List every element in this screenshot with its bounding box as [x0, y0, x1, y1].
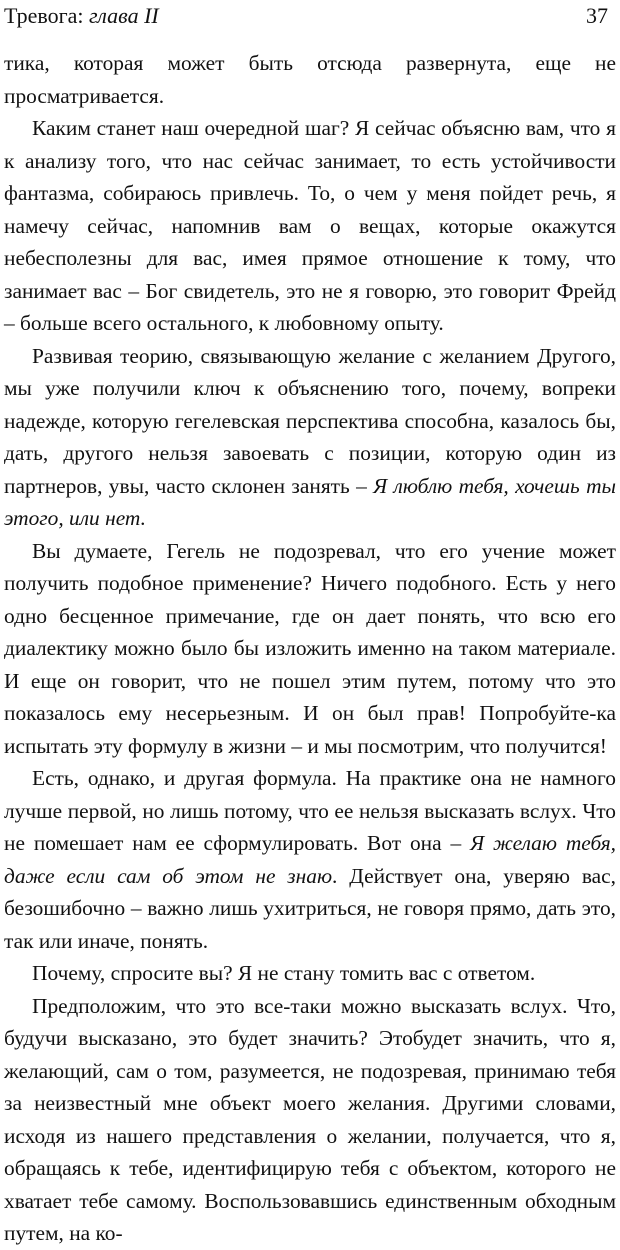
italic-quote: Я люблю тебя, хочешь ты этого, или нет. [4, 473, 617, 530]
running-head-title: Тревога: [4, 3, 84, 28]
paragraph: Почему, спросите вы? Я не стану томить вас с ответом. [32, 961, 536, 985]
paragraph: Вы думаете, Гегель не подозревал, что его учение может получить подобное применение? Ничего подобного. Есть у него одно бесценное примечание, где он дает понять, что всю его диалектику можно было бы изложить именно на таком материале. И еще он говорит, что не пошел этим путем, потому что это показалось ему несерьезным. И он был прав! Попробуйте-ка испытать эту формулу в жизни – и мы посмотрим, что получится! [4, 538, 616, 758]
running-head-chapter: глава II [89, 3, 159, 28]
body-text [4, 47, 616, 1250]
italic-quote: Я желаю тебя, даже если сам об этом не знаю [4, 831, 616, 888]
paragraph: Каким станет наш очередной шаг? Я сейчас объясню вам, что я к анализу того, что нас сейчас занимает, то есть устойчивости фантазма, собираюсь привлечь. То, о чем у меня пойдет речь, я намечу сейчас, напомнив вам о вещах, которые окажутся небесполезны для вас, имея прямое отношение к тому, что занимает вас – Бог свидетель, это не я говорю, это говорит Фрейд – больше всего остального, к любовному опыту. [4, 116, 616, 335]
paragraph-continued: тика, которая может быть отсюда развернута, еще не просматривается. [4, 51, 616, 108]
paragraph-text: Есть, однако, и другая формула. На практике она не намного лучше первой, но лишь потому, что ее нельзя высказать вслух. Что не помешает нам ее сформулировать. Вот она – [4, 766, 616, 855]
paragraph [4, 762, 616, 957]
paragraph-text: Развивая теорию, связывающую желание с желанием Другого, мы уже получили ключ к объяснению того, почему, вопреки надежде, которую гегелевская перспектива способна, казалось бы, дать, другого нельзя завоевать с позиции, которую один из партнеров, увы, часто склонен занять – [4, 343, 616, 498]
page-number: 37 [586, 3, 608, 28]
page-header [4, 2, 616, 34]
running-head [4, 2, 159, 30]
paragraph: Предположим, что это все-таки можно высказать вслух. Что, будучи высказано, это будет значить? Этобудет значить, что я, желающий, сам о том, разумеется, не подозревая, принимаю тебя за неизвестный мне объект моего желания. Другими словами, исходя из нашего представления о желании, получается, что я, обращаясь к тебе, идентифицирую тебя с объектом, которого не хватает тебе самому. Воспользовавшись единственным обходным путем, на ко- [4, 993, 616, 1245]
paragraph-text: . Действует она, уверяю вас, безошибочно – важно лишь ухитриться, не говоря прямо, дать это, так или иначе, понять. [4, 863, 616, 953]
paragraph [4, 340, 616, 535]
